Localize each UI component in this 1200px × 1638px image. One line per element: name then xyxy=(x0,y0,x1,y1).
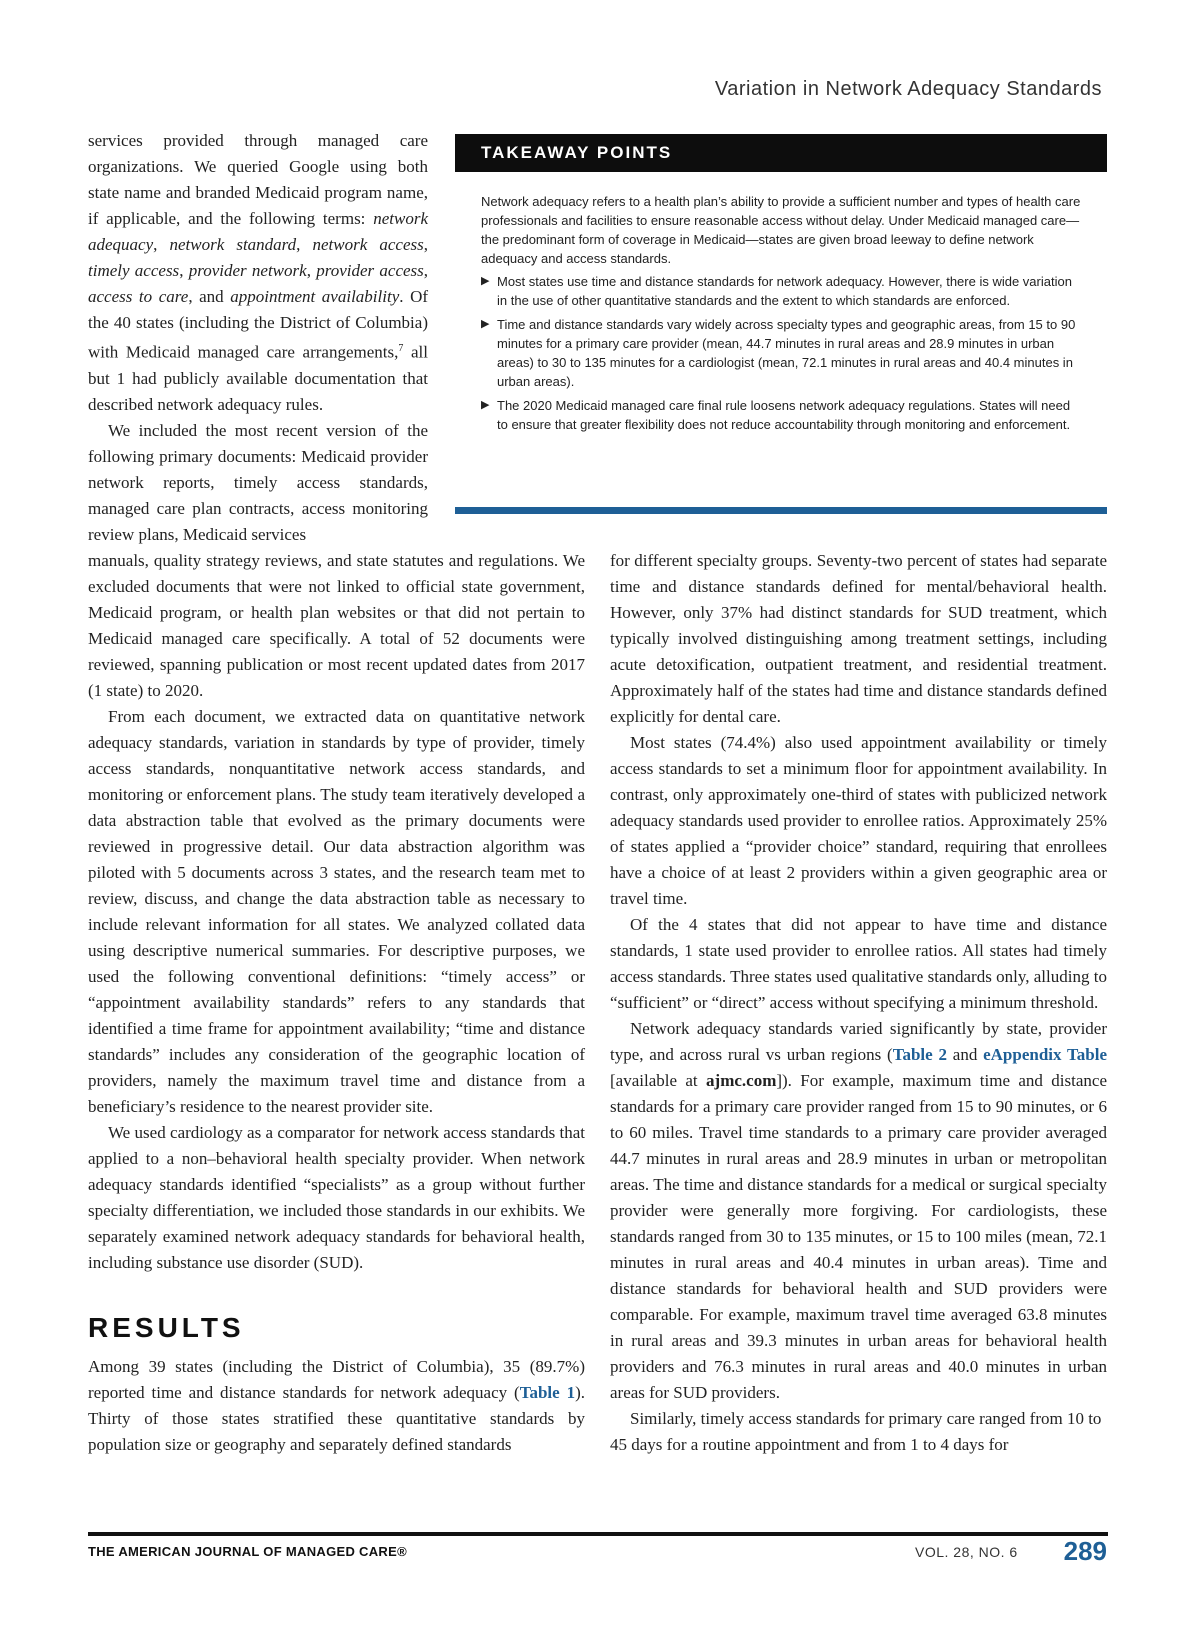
left-column xyxy=(88,548,585,1458)
right-column xyxy=(610,548,1107,1458)
results-heading: RESULTS xyxy=(88,1312,245,1343)
takeaway-bullet: ▶ Most states use time and distance standards for network adequacy. However, there is wide variation in the use of other quantitative standards and the extent to which standards are enforced. xyxy=(481,274,1072,308)
arrow-right-icon: ▶ xyxy=(481,275,490,287)
takeaway-body xyxy=(455,172,1107,434)
results-paragraph-1: Among 39 states (including the District of Columbia), 35 (89.7%) reported time and distance standards for network adequacy (Table 1). Thirty of those states stratified these quantitative standards by population size or geography and separately defined standards xyxy=(88,1357,585,1454)
methods-paragraph-1: services provided through managed care organizations. We queried Google using both state name and branded Medicaid program name, if applicable, and the following terms: network adequacy, network standard, network access, timely access, provider network, provider access, access to care, and appointment availability. Of the 40 states (including the District of Columbia) with Medicaid managed care arrangements,$^7$ all but 1 had publicly available documentation that described network adequacy rules. xyxy=(88,131,429,414)
methods-paragraph-2-continued: manuals, quality strategy reviews, and state statutes and regulations. We excluded documents that were not linked to official state government, Medicaid program, or health plan websites or that did not pertain to Medicaid managed care specifically. A total of 52 documents were reviewed, spanning publication or most recent updated dates from 2017 (1 state) to 2020. xyxy=(88,551,585,700)
results-paragraph-6: Similarly, timely access standards for primary care ranged from 10 to 45 days for a routine appointment and from 1 to 4 days for xyxy=(610,1409,1102,1454)
table-2-link[interactable]: Table 2 xyxy=(892,1045,947,1064)
results-paragraph-4: Of the 4 states that did not appear to have time and distance standards, 1 state used provider to enrollee ratios. All states had timely access standards. Three states used qualitative standards only, alluding to “sufficient” or “direct” access without specifying a minimum threshold. xyxy=(610,915,1107,1012)
results-paragraph-3: Most states (74.4%) also used appointment availability or timely access standards to set a minimum floor for appointment availability. In contrast, only approximately one-third of states with publicized network adequacy standards used provider to enrollee ratios. Approximately 25% of states applied a “provider choice” standard, requiring that enrollees have a choice of at least 2 providers within a given geographic area or travel time. xyxy=(610,733,1107,908)
volume-issue: VOL. 28, NO. 6 xyxy=(915,1544,1018,1560)
results-paragraph-5: Network adequacy standards varied significantly by state, provider type, and across rural vs urban regions (Table 2 and eAppendix Table [available at ajmc.com]). For example, maximum time and distance standards for a primary care provider ranged from 15 to 90 minutes, or 6 to 60 miles. Travel time standards to a primary care provider averaged 44.7 minutes in rural areas and 28.9 minutes in urban or metropolitan areas. The time and distance standards for a medical or surgical specialty provider were generally more forgiving. For cardiologists, these standards ranged from 30 to 135 minutes, or 15 to 100 miles (mean, 72.1 minutes in rural areas and 40.4 minutes in urban areas). Time and distance standards for behavioral health and SUD providers were comparable. For example, maximum travel time averaged 63.8 minutes in rural areas and 39.3 minutes in urban areas for behavioral health providers and 76.3 minutes in rural areas and 40.0 minutes in urban areas for SUD providers. xyxy=(610,1019,1108,1402)
arrow-right-icon: ▶ xyxy=(481,399,490,411)
footer-rule xyxy=(88,1532,1108,1536)
arrow-right-icon: ▶ xyxy=(481,318,490,330)
takeaway-bullet: ▶ Time and distance standards vary widely across specialty types and geographic areas, from 15 to 90 minutes for a primary care provider (mean, 44.7 minutes in rural areas and 28.9 minutes in urban areas) to 30 to 135 minutes for a cardiologist (mean, 72.1 minutes in rural areas and 40.4 minutes in urban areas). xyxy=(481,317,1076,389)
results-paragraph-2: for different specialty groups. Seventy-two percent of states had separate time and distance standards defined for mental/behavioral health. However, only 37% had distinct standards for SUD treatment, which typically involved distinguishing among treatment settings, including acute detoxification, outpatient treatment, and residential treatment. Approximately half of the states had time and distance standards defined explicitly for dental care. xyxy=(610,551,1107,726)
methods-paragraph-4: We used cardiology as a comparator for network access standards that applied to a non–behavioral health specialty provider. When network adequacy standards identified “specialists” as a group without further specialty differentiation, we included those standards in our exhibits. We separately examined network adequacy standards for behavioral health, including substance use disorder (SUD). xyxy=(88,1123,585,1272)
takeaway-box xyxy=(455,134,1107,514)
methods-paragraph-2: We included the most recent version of the following primary documents: Medicaid provider network reports, timely access standards, managed care plan contracts, access monitoring review plans, Medicaid services xyxy=(88,420,428,544)
methods-paragraph-3: From each document, we extracted data on quantitative network adequacy standards, variation in standards by type of provider, timely access standards, nonquantitative network access standards, and monitoring or enforcement plans. The study team iteratively developed a data abstraction table that evolved as the primary documents were reviewed in progressive detail. Our data abstraction algorithm was piloted with 5 documents across 3 states, and the research team met to review, discuss, and change the data abstraction table as necessary to include relevant information for all states. We analyzed collated data using descriptive numerical summaries. For descriptive purposes, we used the following conventional definitions: “timely access” or “appointment availability standards” refers to any standards that identified a time frame for appointment availability; “time and distance standards” includes any consideration of the geographic location of providers, namely the maximum travel time and distance from a beneficiary’s residence to the nearest provider site. xyxy=(88,707,585,1116)
left-column-top xyxy=(88,128,428,548)
footnote-ref: 7 xyxy=(398,343,404,354)
eappendix-table-link[interactable]: eAppendix Table xyxy=(983,1045,1107,1064)
page-number: 289 xyxy=(1063,1536,1107,1566)
takeaway-intro: Network adequacy refers to a health plan’s ability to provide a sufficient number and types of health care professionals and facilities to ensure reasonable access without delay. Under Medicaid managed care—the predominant form of coverage in Medicaid—states are given broad leeway to define network adequacy and access standards. xyxy=(481,194,1081,266)
running-head: Variation in Network Adequacy Standards xyxy=(714,78,1102,100)
takeaway-title: TAKEAWAY POINTS xyxy=(455,134,1107,172)
journal-name: THE AMERICAN JOURNAL OF MANAGED CARE® xyxy=(88,1544,407,1559)
ajmc-site: ajmc.com xyxy=(706,1071,777,1090)
table-1-link[interactable]: Table 1 xyxy=(519,1383,576,1402)
takeaway-bullet: ▶ The 2020 Medicaid managed care final rule loosens network adequacy regulations. States will need to ensure that greater flexibility does not reduce accountability through monitoring and enforcement. xyxy=(481,398,1071,432)
